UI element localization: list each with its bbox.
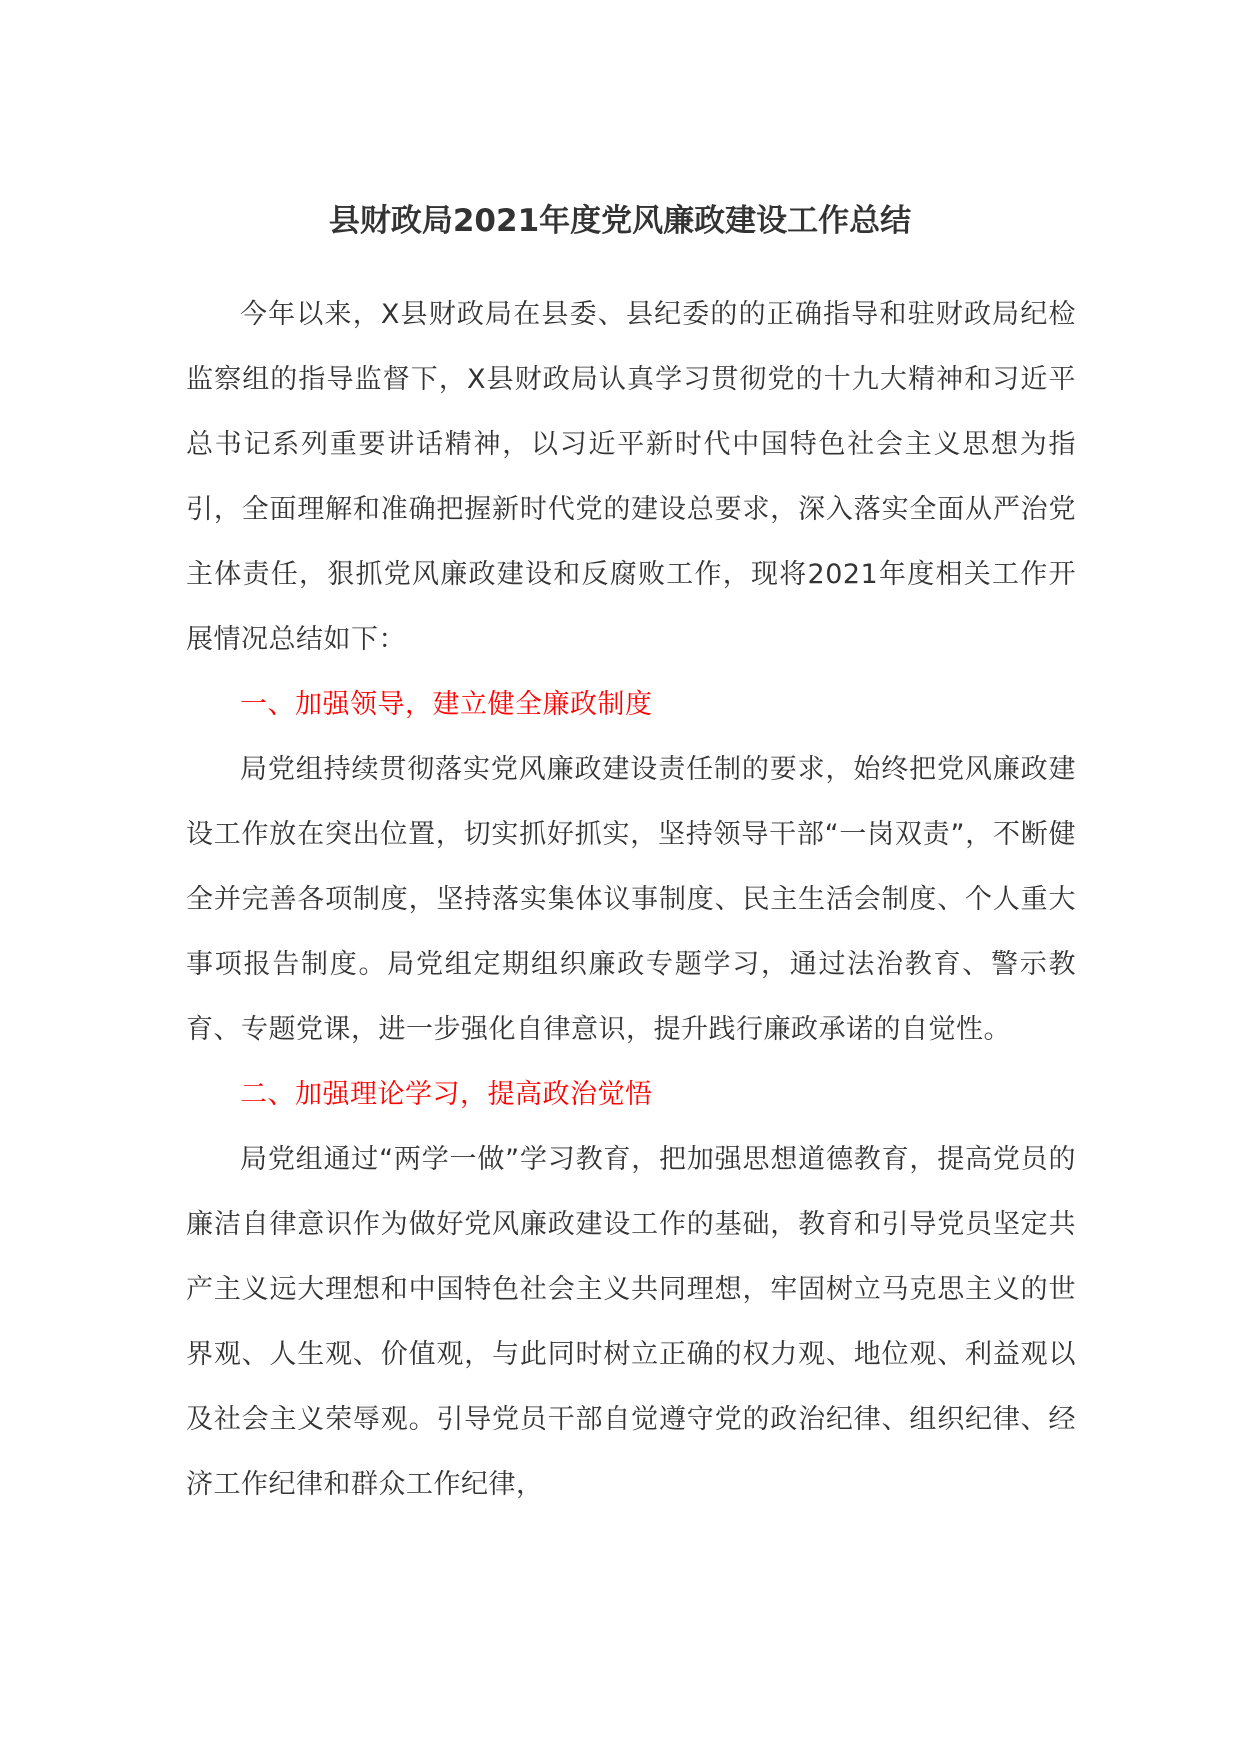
section-1-paragraph: 局党组持续贯彻落实党风廉政建设责任制的要求，始终把党风廉政建设工作放在突出位置，切实抓好抓实，坚持领导干部“一岗双责”，不断健全并完善各项制度，坚持落实集体议事制度、民主生活会制度、个人重大事项报告制度。局党组定期组织廉政专题学习，通过法治教育、警示教育、专题党课，进一步强化自律意识，提升践行廉政承诺的自觉性。: [186, 754, 1076, 1045]
section-2-paragraph: 局党组通过“两学一做”学习教育，把加强思想道德教育，提高党员的廉洁自律意识作为做好党风廉政建设工作的基础，教育和引导党员坚定共产主义远大理想和中国特色社会主义共同理想，牢固树立马克思主义的世界观、人生观、价值观，与此同时树立正确的权力观、地位观、利益观以及社会主义荣辱观。引导党员干部自觉遵守党的政治纪律、组织纪律、经济工作纪律和群众工作纪律，: [186, 1144, 1076, 1500]
document-title: 县财政局2021年度党风廉政建设工作总结: [328, 203, 912, 239]
section-heading-1: 一、加强领导，建立健全廉政制度: [240, 689, 653, 720]
intro-paragraph: 今年以来，X县财政局在县委、县纪委的的正确指导和驻财政局纪检监察组的指导监督下，X县财政局认真学习贯彻党的十九大精神和习近平总书记系列重要讲话精神，以习近平新时代中国特色社会主义思想为指引，全面理解和准确把握新时代党的建设总要求，深入落实全面从严治党主体责任，狠抓党风廉政建设和反腐败工作，现将2021年度相关工作开展情况总结如下：: [186, 299, 1076, 655]
document-body: [186, 282, 1076, 1517]
section-heading-2: 二、加强理论学习，提高政治觉悟: [240, 1079, 653, 1110]
